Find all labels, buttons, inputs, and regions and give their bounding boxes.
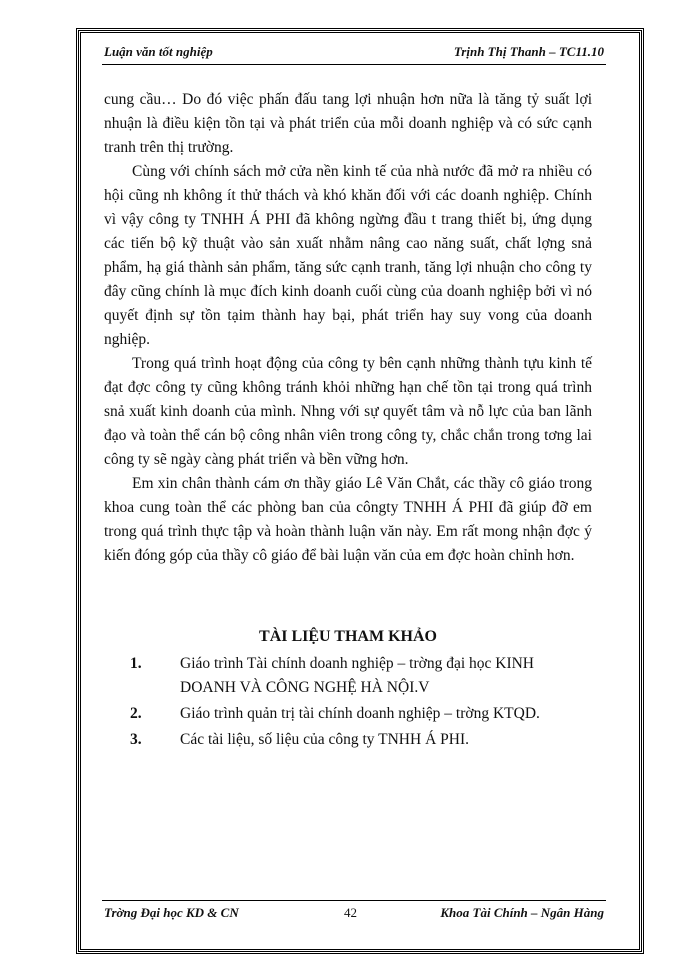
- reference-text: Giáo trình quản trị tài chính doanh nghiệp – trờng KTQD.: [180, 705, 540, 722]
- reference-text: Các tài liệu, số liệu của công ty TNHH Á PHI.: [180, 731, 469, 748]
- paragraph-4: Em xin chân thành cám ơn thầy giáo Lê Văn Chắt, các thầy cô giáo trong khoa cung toàn thể các phòng ban của côngty TNHH Á PHI đã giúp đỡ em trong quá trình thực tập và hoàn thành luận văn này. Em rất mong nhận đợc ý kiến đóng góp của thầy cô giáo để bài luận văn của em đợc hoàn chỉnh hơn.: [104, 475, 592, 564]
- reference-item: [130, 728, 590, 752]
- paragraph-2: Cùng với chính sách mở cửa nền kinh tế của nhà nước đã mở ra nhiều có hội cũng nh không ít thử thách và khó khăn đối với các doanh nghiệp. Chính vì vậy công ty TNHH Á PHI đã không ngừng đầu t trang thiết bị, ứng dụng các tiến bộ kỹ thuật vào sản xuất nhằm nâng cao năng suất, chất lợng snả phẩm, hạ giá thành sản phẩm, tăng sức cạnh tranh, tăng lợi nhuận cho công ty đây cũng chính là mục đích kinh doanh cuối cùng của doanh nghiệp bởi vì nó quyết định sự tồn tạim thành hay bại, phát triển hay suy vong của doanh nghiệp.: [104, 163, 592, 348]
- footer-rule: [102, 900, 606, 901]
- reference-number: 1.: [130, 655, 142, 672]
- document-body: [104, 88, 592, 568]
- reference-item: [130, 652, 590, 700]
- page-number: 42: [344, 905, 357, 920]
- header-author: Trịnh Thị Thanh – TC11.10: [453, 44, 604, 59]
- footer-faculty: Khoa Tài Chính – Ngân Hàng: [440, 905, 604, 920]
- reference-number: 3.: [130, 731, 142, 748]
- page-header: [104, 42, 604, 64]
- references-list: [130, 652, 590, 754]
- footer-university: Trờng Đại học KD & CN: [104, 905, 239, 920]
- paragraph-1: cung cầu… Do đó việc phấn đấu tang lợi nhuận hơn nữa là tăng tỷ suất lợi nhuận là điều kiện tồn tại và phát triển của mỗi doanh nghiệp và có sức cạnh tranh trên thị trường.: [104, 91, 592, 156]
- references-title: TÀI LIỆU THAM KHẢO: [259, 628, 437, 645]
- header-rule: [102, 64, 606, 65]
- reference-text: Giáo trình Tài chính doanh nghiệp – trờng đại học KINH DOANH VÀ CÔNG NGHỆ HÀ NỘI.V: [180, 655, 535, 696]
- header-thesis-label: Luận văn tốt nghiệp: [104, 44, 213, 59]
- reference-item: [130, 702, 590, 726]
- paragraph-3: Trong quá trình hoạt động của công ty bên cạnh những thành tựu kinh tế đạt đợc công ty cũng không tránh khỏi những hạn chế tồn tại trong quá trình snả xuất kinh doanh của mình. Nhng với sự quyết tâm và nỗ lực của ban lãnh đạo và toàn thể cán bộ công nhân viên trong công ty, chắc chắn trong tơng lai công ty sẽ ngày càng phát triển và bền vững hơn.: [104, 355, 592, 468]
- page-footer: [104, 905, 604, 925]
- reference-number: 2.: [130, 705, 142, 722]
